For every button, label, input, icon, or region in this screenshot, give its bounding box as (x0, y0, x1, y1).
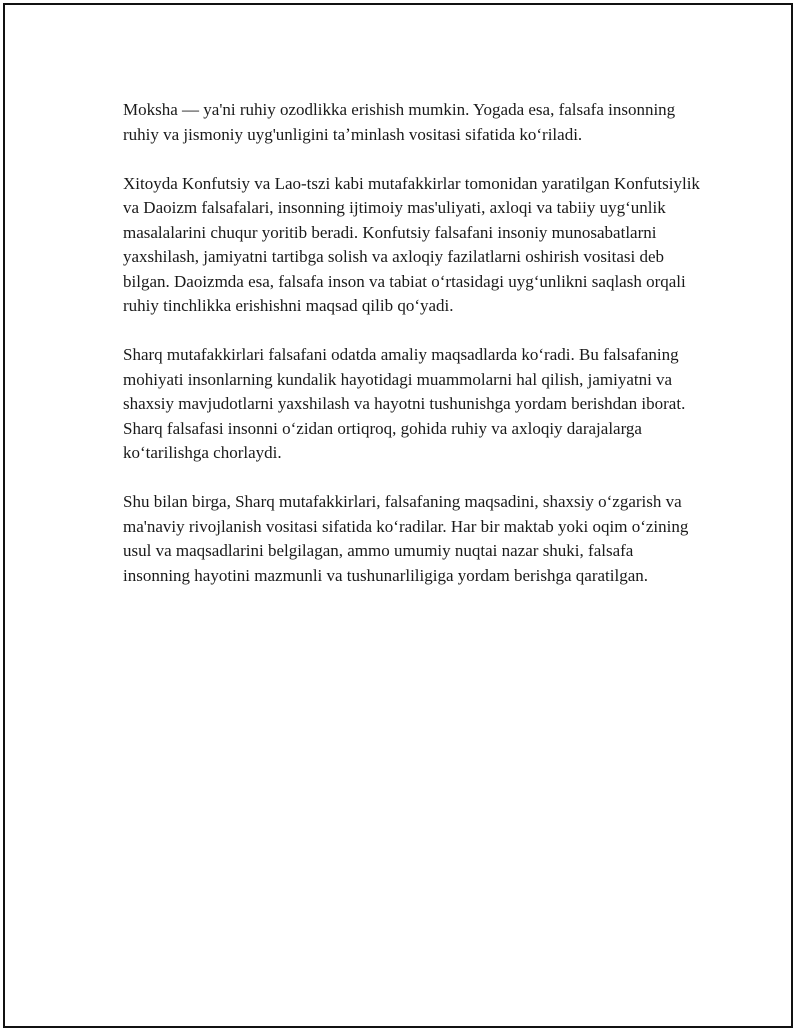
paragraph-2: Xitoyda Konfutsiy va Lao-tszi kabi mutafakkirlar tomonidan yaratilgan Konfutsiylik va Daoizm falsafalari, insonning ijtimoiy mas'uliyati, axloqi va tabiiy uygʻunlik masalalarini chuqur yoritib beradi. Konfutsiy falsafani insoniy munosabatlarni yaxshilash, jamiyatni tartibga solish va axloqiy fazilatlarni oshirish vositasi deb bilgan. Daoizmda esa, falsafa inson va tabiat oʻrtasidagi uygʻunlikni saqlash orqali ruhiy tinchlikka erishishni maqsad qilib qoʻyadi. (123, 173, 700, 315)
document-body (123, 98, 703, 613)
paragraph-3: Sharq mutafakkirlari falsafani odatda amaliy maqsadlarda koʻradi. Bu falsafaning mohiyati insonlarning kundalik hayotidagi muammolarni hal qilish, jamiyatni va shaxsiy mavjudotlarni yaxshilash va hayotni tushunishga yordam berishdan iborat. Sharq falsafasi insonni oʻzidan ortiqroq, gohida ruhiy va axloqiy darajalarga koʻtarilishga chorlaydi. (123, 345, 686, 462)
page-frame (3, 3, 793, 1028)
paragraph-1: Moksha — ya'ni ruhiy ozodlikka erishish mumkin. Yogada esa, falsafa insonning ruhiy va jismoniy uyg'unligini taʼminlash vositasi sifatida koʻriladi. (123, 100, 676, 144)
paragraph-4: Shu bilan birga, Sharq mutafakkirlari, falsafaning maqsadini, shaxsiy oʻzgarish va ma'naviy rivojlanish vositasi sifatida koʻradilar. Har bir maktab yoki oqim oʻzining usul va maqsadlarini belgilagan, ammo umumiy nuqtai nazar shuki, falsafa insonning hayotini mazmunli va tushunarliligiga yordam berishga qaratilgan. (123, 492, 689, 585)
